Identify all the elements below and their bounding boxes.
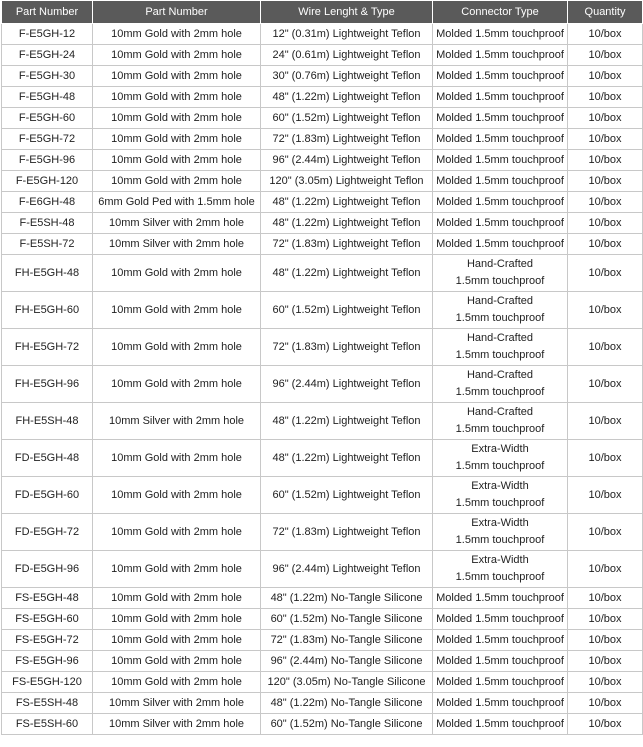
- quantity-cell: 10/box: [568, 651, 643, 672]
- header-quantity: Quantity: [568, 1, 643, 24]
- description-cell: 10mm Gold with 2mm hole: [93, 514, 261, 551]
- part-number-cell: FH-E5GH-48: [2, 255, 93, 292]
- connector-type-line: 1.5mm touchproof: [455, 571, 545, 583]
- connector-type-cell: [433, 45, 568, 66]
- part-number-cell: FD-E5GH-48: [2, 440, 93, 477]
- description-cell: 10mm Silver with 2mm hole: [93, 403, 261, 440]
- connector-type-line: Molded 1.5mm touchproof: [436, 27, 564, 40]
- quantity-cell: 10/box: [568, 477, 643, 514]
- description-cell: 10mm Gold with 2mm hole: [93, 366, 261, 403]
- connector-type-line: Extra-Width: [471, 480, 529, 492]
- connector-type-line: 1.5mm touchproof: [455, 534, 545, 546]
- part-number-cell: F-E5GH-72: [2, 129, 93, 150]
- connector-type-line: Hand-Crafted: [466, 369, 534, 381]
- connector-type-line: Molded 1.5mm touchproof: [436, 612, 564, 625]
- connector-type-line: Molded 1.5mm touchproof: [436, 696, 564, 709]
- wire-length-cell: 120" (3.05m) No-Tangle Silicone: [261, 672, 433, 693]
- table-row: [2, 630, 643, 651]
- connector-type-line: Molded 1.5mm touchproof: [436, 675, 564, 688]
- connector-type-line: Extra-Width: [471, 517, 529, 529]
- wire-length-cell: 48" (1.22m) Lightweight Teflon: [261, 192, 433, 213]
- wire-length-cell: 60" (1.52m) Lightweight Teflon: [261, 108, 433, 129]
- connector-type-cell: [433, 171, 568, 192]
- wire-length-cell: 60" (1.52m) No-Tangle Silicone: [261, 609, 433, 630]
- part-number-cell: FS-E5GH-96: [2, 651, 93, 672]
- quantity-cell: 10/box: [568, 234, 643, 255]
- connector-type-line: 1.5mm touchproof: [455, 497, 545, 509]
- description-cell: 10mm Gold with 2mm hole: [93, 87, 261, 108]
- header-row: [2, 1, 643, 24]
- connector-type-line: Molded 1.5mm touchproof: [436, 237, 564, 250]
- connector-type-line: 1.5mm touchproof: [455, 275, 545, 287]
- wire-length-cell: 60" (1.52m) Lightweight Teflon: [261, 477, 433, 514]
- part-number-cell: F-E5SH-72: [2, 234, 93, 255]
- wire-length-cell: 12" (0.31m) Lightweight Teflon: [261, 24, 433, 45]
- part-number-cell: FS-E5GH-120: [2, 672, 93, 693]
- part-number-cell: FD-E5GH-72: [2, 514, 93, 551]
- description-cell: 10mm Gold with 2mm hole: [93, 129, 261, 150]
- connector-type-cell: [433, 366, 568, 403]
- connector-type-cell: [433, 255, 568, 292]
- part-number-cell: F-E6GH-48: [2, 192, 93, 213]
- connector-type-cell: [433, 234, 568, 255]
- table-row: [2, 171, 643, 192]
- table-row: [2, 129, 643, 150]
- part-number-cell: FD-E5GH-60: [2, 477, 93, 514]
- quantity-cell: 10/box: [568, 514, 643, 551]
- table-row: [2, 87, 643, 108]
- connector-type-cell: [433, 192, 568, 213]
- wire-length-cell: 48" (1.22m) Lightweight Teflon: [261, 403, 433, 440]
- wire-length-cell: 48" (1.22m) No-Tangle Silicone: [261, 693, 433, 714]
- description-cell: 10mm Gold with 2mm hole: [93, 171, 261, 192]
- wire-length-cell: 72" (1.83m) Lightweight Teflon: [261, 514, 433, 551]
- connector-type-line: Hand-Crafted: [466, 332, 534, 344]
- description-cell: 10mm Gold with 2mm hole: [93, 609, 261, 630]
- part-number-cell: F-E5GH-12: [2, 24, 93, 45]
- description-cell: 10mm Silver with 2mm hole: [93, 693, 261, 714]
- description-cell: 10mm Gold with 2mm hole: [93, 292, 261, 329]
- connector-type-line: 1.5mm touchproof: [455, 386, 545, 398]
- part-number-cell: FS-E5SH-60: [2, 714, 93, 735]
- part-number-cell: FH-E5GH-96: [2, 366, 93, 403]
- connector-type-cell: [433, 588, 568, 609]
- part-number-cell: F-E5GH-30: [2, 66, 93, 87]
- wire-length-cell: 48" (1.22m) Lightweight Teflon: [261, 255, 433, 292]
- connector-type-line: Molded 1.5mm touchproof: [436, 654, 564, 667]
- connector-type-cell: [433, 551, 568, 588]
- connector-type-line: Molded 1.5mm touchproof: [436, 132, 564, 145]
- part-number-cell: F-E5GH-24: [2, 45, 93, 66]
- connector-type-line: Molded 1.5mm touchproof: [436, 195, 564, 208]
- part-number-cell: F-E5GH-120: [2, 171, 93, 192]
- quantity-cell: 10/box: [568, 255, 643, 292]
- quantity-cell: 10/box: [568, 366, 643, 403]
- wire-length-cell: 72" (1.83m) Lightweight Teflon: [261, 329, 433, 366]
- table-row: [2, 108, 643, 129]
- quantity-cell: 10/box: [568, 66, 643, 87]
- wire-length-cell: 48" (1.22m) No-Tangle Silicone: [261, 588, 433, 609]
- table-row: [2, 714, 643, 735]
- description-cell: 10mm Gold with 2mm hole: [93, 255, 261, 292]
- part-number-cell: FH-E5SH-48: [2, 403, 93, 440]
- quantity-cell: 10/box: [568, 403, 643, 440]
- description-cell: 10mm Gold with 2mm hole: [93, 24, 261, 45]
- description-cell: 10mm Gold with 2mm hole: [93, 630, 261, 651]
- header-wire-length-type: Wire Lenght & Type: [261, 1, 433, 24]
- wire-length-cell: 72" (1.83m) Lightweight Teflon: [261, 234, 433, 255]
- wire-length-cell: 30" (0.76m) Lightweight Teflon: [261, 66, 433, 87]
- table-row: [2, 213, 643, 234]
- part-number-cell: F-E5GH-96: [2, 150, 93, 171]
- description-cell: 10mm Gold with 2mm hole: [93, 651, 261, 672]
- quantity-cell: 10/box: [568, 192, 643, 213]
- connector-type-cell: [433, 66, 568, 87]
- wire-length-cell: 96" (2.44m) Lightweight Teflon: [261, 150, 433, 171]
- quantity-cell: 10/box: [568, 440, 643, 477]
- table-row: [2, 588, 643, 609]
- connector-type-line: 1.5mm touchproof: [455, 312, 545, 324]
- quantity-cell: 10/box: [568, 171, 643, 192]
- wire-length-cell: 60" (1.52m) No-Tangle Silicone: [261, 714, 433, 735]
- header-part-number: Part Number: [2, 1, 93, 24]
- connector-type-line: Molded 1.5mm touchproof: [436, 111, 564, 124]
- connector-type-cell: [433, 87, 568, 108]
- wire-length-cell: 48" (1.22m) Lightweight Teflon: [261, 440, 433, 477]
- connector-type-line: Molded 1.5mm touchproof: [436, 591, 564, 604]
- connector-type-cell: [433, 672, 568, 693]
- part-number-cell: FS-E5GH-72: [2, 630, 93, 651]
- table-row: [2, 609, 643, 630]
- description-cell: 10mm Gold with 2mm hole: [93, 440, 261, 477]
- description-cell: 10mm Gold with 2mm hole: [93, 45, 261, 66]
- quantity-cell: 10/box: [568, 108, 643, 129]
- connector-type-cell: [433, 403, 568, 440]
- quantity-cell: 10/box: [568, 588, 643, 609]
- part-number-cell: FH-E5GH-72: [2, 329, 93, 366]
- connector-type-cell: [433, 24, 568, 45]
- table-row: [2, 66, 643, 87]
- description-cell: 10mm Gold with 2mm hole: [93, 551, 261, 588]
- part-number-cell: FD-E5GH-96: [2, 551, 93, 588]
- table-row: [2, 651, 643, 672]
- description-cell: 10mm Gold with 2mm hole: [93, 329, 261, 366]
- table-row: [2, 403, 643, 440]
- part-number-cell: FS-E5SH-48: [2, 693, 93, 714]
- connector-type-line: 1.5mm touchproof: [455, 349, 545, 361]
- connector-type-cell: [433, 108, 568, 129]
- product-table: [1, 0, 643, 735]
- connector-type-cell: [433, 693, 568, 714]
- connector-type-cell: [433, 514, 568, 551]
- wire-length-cell: 96" (2.44m) No-Tangle Silicone: [261, 651, 433, 672]
- wire-length-cell: 96" (2.44m) Lightweight Teflon: [261, 551, 433, 588]
- description-cell: 10mm Gold with 2mm hole: [93, 672, 261, 693]
- part-number-cell: F-E5GH-48: [2, 87, 93, 108]
- quantity-cell: 10/box: [568, 129, 643, 150]
- part-number-cell: F-E5SH-48: [2, 213, 93, 234]
- table-row: [2, 292, 643, 329]
- table-row: [2, 24, 643, 45]
- wire-length-cell: 120" (3.05m) Lightweight Teflon: [261, 171, 433, 192]
- connector-type-cell: [433, 329, 568, 366]
- connector-type-line: 1.5mm touchproof: [455, 460, 545, 472]
- connector-type-cell: [433, 150, 568, 171]
- quantity-cell: 10/box: [568, 150, 643, 171]
- table-row: [2, 551, 643, 588]
- quantity-cell: 10/box: [568, 630, 643, 651]
- connector-type-line: Hand-Crafted: [466, 258, 534, 270]
- connector-type-line: Molded 1.5mm touchproof: [436, 174, 564, 187]
- description-cell: 10mm Silver with 2mm hole: [93, 213, 261, 234]
- part-number-cell: F-E5GH-60: [2, 108, 93, 129]
- table-row: [2, 150, 643, 171]
- quantity-cell: 10/box: [568, 292, 643, 329]
- table-row: [2, 672, 643, 693]
- connector-type-cell: [433, 651, 568, 672]
- quantity-cell: 10/box: [568, 672, 643, 693]
- quantity-cell: 10/box: [568, 45, 643, 66]
- connector-type-line: Molded 1.5mm touchproof: [436, 69, 564, 82]
- wire-length-cell: 96" (2.44m) Lightweight Teflon: [261, 366, 433, 403]
- connector-type-line: Extra-Width: [471, 554, 529, 566]
- connector-type-line: Molded 1.5mm touchproof: [436, 90, 564, 103]
- description-cell: 6mm Gold Ped with 1.5mm hole: [93, 192, 261, 213]
- quantity-cell: 10/box: [568, 551, 643, 588]
- table-row: [2, 440, 643, 477]
- connector-type-line: Extra-Width: [471, 443, 529, 455]
- table-row: [2, 693, 643, 714]
- wire-length-cell: 48" (1.22m) Lightweight Teflon: [261, 87, 433, 108]
- quantity-cell: 10/box: [568, 329, 643, 366]
- table-row: [2, 366, 643, 403]
- connector-type-cell: [433, 292, 568, 329]
- header-description: Part Number: [93, 1, 261, 24]
- quantity-cell: 10/box: [568, 714, 643, 735]
- quantity-cell: 10/box: [568, 87, 643, 108]
- connector-type-cell: [433, 129, 568, 150]
- connector-type-cell: [433, 630, 568, 651]
- description-cell: 10mm Gold with 2mm hole: [93, 150, 261, 171]
- wire-length-cell: 48" (1.22m) Lightweight Teflon: [261, 213, 433, 234]
- header-connector-type: Connector Type: [433, 1, 568, 24]
- connector-type-line: Hand-Crafted: [466, 406, 534, 418]
- table-row: [2, 329, 643, 366]
- wire-length-cell: 72" (1.83m) No-Tangle Silicone: [261, 630, 433, 651]
- description-cell: 10mm Gold with 2mm hole: [93, 66, 261, 87]
- connector-type-line: Molded 1.5mm touchproof: [436, 216, 564, 229]
- connector-type-line: Molded 1.5mm touchproof: [436, 48, 564, 61]
- table-row: [2, 477, 643, 514]
- quantity-cell: 10/box: [568, 693, 643, 714]
- connector-type-line: 1.5mm touchproof: [455, 423, 545, 435]
- connector-type-cell: [433, 477, 568, 514]
- quantity-cell: 10/box: [568, 213, 643, 234]
- description-cell: 10mm Gold with 2mm hole: [93, 108, 261, 129]
- description-cell: 10mm Silver with 2mm hole: [93, 234, 261, 255]
- connector-type-line: Molded 1.5mm touchproof: [436, 717, 564, 730]
- wire-length-cell: 24" (0.61m) Lightweight Teflon: [261, 45, 433, 66]
- wire-length-cell: 60" (1.52m) Lightweight Teflon: [261, 292, 433, 329]
- table-row: [2, 45, 643, 66]
- quantity-cell: 10/box: [568, 24, 643, 45]
- connector-type-cell: [433, 609, 568, 630]
- part-number-cell: FS-E5GH-60: [2, 609, 93, 630]
- table-row: [2, 255, 643, 292]
- connector-type-cell: [433, 213, 568, 234]
- table-body: [2, 24, 643, 735]
- description-cell: 10mm Gold with 2mm hole: [93, 588, 261, 609]
- table-row: [2, 514, 643, 551]
- connector-type-cell: [433, 714, 568, 735]
- wire-length-cell: 72" (1.83m) Lightweight Teflon: [261, 129, 433, 150]
- quantity-cell: 10/box: [568, 609, 643, 630]
- part-number-cell: FS-E5GH-48: [2, 588, 93, 609]
- connector-type-cell: [433, 440, 568, 477]
- table-row: [2, 192, 643, 213]
- part-number-cell: FH-E5GH-60: [2, 292, 93, 329]
- description-cell: 10mm Silver with 2mm hole: [93, 714, 261, 735]
- connector-type-line: Molded 1.5mm touchproof: [436, 633, 564, 646]
- connector-type-line: Molded 1.5mm touchproof: [436, 153, 564, 166]
- description-cell: 10mm Gold with 2mm hole: [93, 477, 261, 514]
- table-row: [2, 234, 643, 255]
- connector-type-line: Hand-Crafted: [466, 295, 534, 307]
